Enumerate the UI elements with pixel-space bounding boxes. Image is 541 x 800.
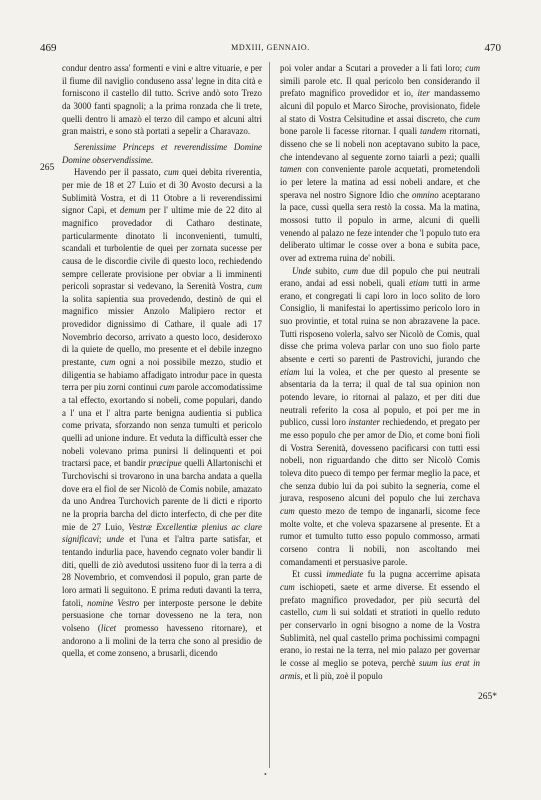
paragraph: poi voler andar a Scutari a proveder a li fati loro; cum simili parole etc. Il qual pericolo ben considerando il prefato magnifico provedidor et io, iter mandassemo alcuni dil populo et Marco Siroche, provisionato, fidele al stato di Vostra Celsitudine et assai discreto, che cum bone parole li facesse ritornar. I quali tandem ritornati, disseno che se li nobeli non aceptavano subito la pace, che intendevano al seguente zorno taiarli a pezi; qualli tamen con conveniente parole acquetati, prometendoli io per letere la matina ad essi nobeli andare, et che sperava nel nostro Signore Idio che omnino aceptarano la pace, cussì quella sera restò la cossa. Ma la matina, mossosi tutto il populo in arme, alcuni di quelli venendo al palazo ne feze intender che 'l populo tuto era deliberato ultimar le cosse over a bona e subita pace, over ad extrema ruina de' nobili. <box>280 63 480 263</box>
running-title: MDXIII, GENNAIO. <box>231 43 310 52</box>
paragraph: condur dentro assa' formenti e vini e altre vituarie, e per il fiume dil naviglio conduseno assa' legne in dita cità e forniscono il castello dil tutto. Scrive andò soto Trezo da 3000 fanti spagnoli; a la prima ronzada che li trete, quelli dentro li amazò el terzo dil campo et alcuni altri gran maistri, e sono stà portati a sepelir a Charavazo. <box>62 63 262 137</box>
page-number-left: 469 <box>40 42 57 54</box>
margin-number-right: 265* <box>478 692 497 702</box>
column-divider <box>269 62 270 768</box>
paragraph: Havendo per il passato, cum quei debita riverentia, per mie de 18 et 27 Luio et di 30 Avosto decursi a la Sublimità Vostra, et di 11 Otobre a li reverendissimi signor Capi, et demum per l' ultime mie de 22 dito al magnifico provedador di Catharo destinate, particularmente dinotato li inconvenienti, tumulti, scandali et turbolentie de quei per zornata sucesse per causa de le discordie civile di questo loco, rechiedendo sempre cellerate provisione per obviar a li imminenti pericoli soprastar si vedevano, la Serenità Vostra, cum la solita sapientia sua provedendo, destinò de qui el magnifico missier Anzolo Malipiero rector et provedidor dignissimo di Cathare, il quale adi 17 Novembrio decorso, arrivato a questo loco, desideroxo di la quiete de quello, mo presente et el debile inzegno prestante, cum ogni a noi possibile mezzo, studio et diligentia se habiamo affadigato introdur pace in questa terra per piu zorni continui cum parole accomodatissime a tal effecto, exortando si nobeli, come populari, dando a l' una et l' altra parte benigna audientia si publica come privata, sforzando non senza tumulti et pericolo quelli ad unione indure. Et veduta la difficultà esser che nobeli volevano prima punirsi li delinquenti et poi tractarsi pace, et bandir præcipue quelli Allartonischi et Turchovischi si trovarono in una barcha andata a quella dove era el fiol de ser Nicolò de Comis nobile, amazato da uno Andrea Turchovich parente de li dicti e riporto ne la propria barcha del dicto interfecto, di che per dite mie de 27 Luio, Vestræ Excellentiæ plenius ac clare significavi; unde et l'una et l'altra parte satisfar, et tentando indurlia pace, havendo cegnato voler bandir li diti, quelli de ziò avedutosi ussiteno fuor di la terra a di 28 Novembrio, et comvendosi il populo, gran parte de loro armati li seguitono. E prima reduti davanti la terra, fatoli, nomine Vestro per interposte persone le debite persuasione che tornar dovesseno ne la tera, non volseno (licet promesso havesseno ritornare), et andorono a li molini de la terra che sono al presidio de quella, et come zonseno, a brusarli, dicendo <box>62 167 263 659</box>
letter-salutation: Serenissime Princeps et reverendissime Domine Domine observendissime. <box>62 141 262 165</box>
left-column <box>62 62 262 660</box>
page-header <box>40 42 501 56</box>
paragraph: Unde subito, cum due dil populo che pui neutrali erano, andai ad essi nobeli, quali etiam tutti in arme erano, et congregati li capi loro in loco solito de loro Consiglio, li manifestai lo apertissimo pericolo loro in suo provintie, et total ruina se non abrazavene la pace. Tutti risposeno volerla, salvo ser Nicolò de Comis, qual disse che prima voleva parlar con uno suo fiolo parte absente e certi so parenti de Pastrovichi, jurando che etiam lui la volea, et che per questo al presente se absentaria da la terra; il qual de tal sua opinion non potendo levare, io ritornai al palazo, et per diti due neutrali referito la cosa al populo, et poi per me in publico, cussì loro instanter rechiedendo, et pregato per me esso populo che per amor de Dio, et come boni fioli di Vostra Serenità, dovesseno pacificarsi con tutti essi nobeli, non riguardando che ditto ser Nicolò Comis toleva dito pueco di tempo per fermar meglio la pace, et che senza dubio lui da poi subito la segneria, come el jurava, resposeno alcuni del populo che lui zerchava cum questo mezo de tempo de inganarli, sicome fece molte volte, et che voleva spazarsene al presente. Et a rumor et tumulto tutto esso populo commosso, armati corseno contra li nobili, non ascoltando mei comandamenti et persuasive parole. <box>280 265 480 567</box>
paragraph: Et cussì immediate fu la pugna accerrime apisata cum ischiopeti, saete et arme diverse. Et essendo el prefato magnifico provedador, per più securtà del castello, cum li sui soldati et stratioti in quello reduto per conservarlo in ogni bisogno a nome de la Vostra Sublimità, nel qual castello prima pochissimi compagni erano, io restai ne la terra, nel mio palazo per governar le cosse al meglio se poteva, perchè suum ius erat in armis, et li più, zoè il populo <box>280 569 481 681</box>
page-number-right: 470 <box>484 42 501 54</box>
bottom-mark: • <box>264 770 267 779</box>
margin-number-left: 265 <box>40 163 55 173</box>
right-column <box>280 62 480 682</box>
